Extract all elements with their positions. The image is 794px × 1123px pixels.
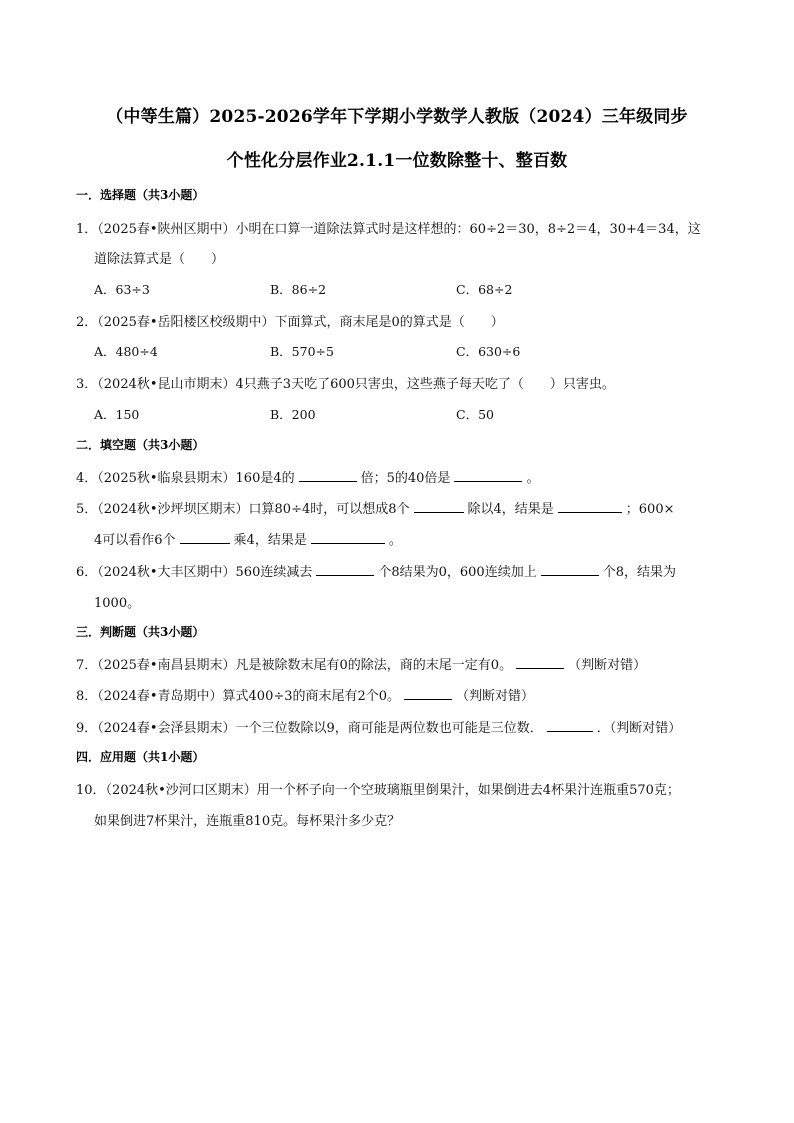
q7-part-2: （判断对错） bbox=[568, 658, 647, 673]
q5-blank-3[interactable] bbox=[180, 530, 230, 544]
q9-part-1: 9．（2024春•会泽县期末）一个三位数除以9，商可能是两位数也可能是三位数． bbox=[76, 721, 543, 736]
q8-line bbox=[76, 685, 754, 704]
q1-text-line2: 道除法算式是（ ） bbox=[94, 252, 225, 267]
q8-part-2: （判断对错） bbox=[456, 689, 535, 704]
q9-blank[interactable] bbox=[547, 718, 593, 732]
section-choice-heading: 一．选择题（共3小题） bbox=[76, 188, 205, 202]
q2-option-b: B．570÷5 bbox=[270, 344, 334, 359]
q4-blank-1[interactable] bbox=[299, 468, 357, 482]
q5-part-4: 4可以看作6个 bbox=[94, 533, 176, 548]
q6-line-2: 1000。 bbox=[94, 596, 141, 611]
q3-text: 3．（2024秋•昆山市期末）4只燕子3天吃了600只害虫，这些燕子每天吃了（ ）只害虫。 bbox=[76, 377, 615, 392]
q9-line bbox=[76, 717, 754, 736]
title-line-2: 个性化分层作业2.1.1一位数除整十、整百数 bbox=[226, 151, 568, 171]
q1-option-a: A．63÷3 bbox=[94, 282, 150, 297]
title-line-1: （中等生篇）2025-2026学年下学期小学数学人教版（2024）三年级同步 bbox=[106, 107, 688, 127]
q5-blank-4[interactable] bbox=[311, 530, 385, 544]
q4-part-3: 。 bbox=[526, 471, 540, 486]
q9-part-2: ．（判断对错） bbox=[596, 721, 682, 736]
q5-blank-1[interactable] bbox=[414, 499, 464, 513]
q4-part-2: 倍；5的40倍是 bbox=[360, 471, 451, 486]
q5-part-3: ；600× bbox=[625, 502, 675, 517]
q5-part-6: 。 bbox=[388, 533, 402, 548]
q5-part-5: 乘4，结果是 bbox=[233, 533, 307, 548]
q7-blank[interactable] bbox=[516, 655, 564, 669]
q10-text-line2: 如果倒进7杯果汁，连瓶重810克。每杯果汁多少克？ bbox=[94, 814, 401, 829]
q6-part-3: 个8，结果为 bbox=[602, 565, 676, 580]
q6-part-1: 6．（2024秋•大丰区期中）560连续减去 bbox=[76, 565, 313, 580]
q4-part-1: 4．（2025秋•临泉县期末）160是4的 bbox=[76, 471, 295, 486]
q4-line bbox=[76, 467, 754, 486]
q5-part-1: 5．（2024秋•沙坪坝区期末）口算80÷4时，可以想成8个 bbox=[76, 502, 410, 517]
q3-option-b: B．200 bbox=[270, 407, 316, 422]
q6-blank-2[interactable] bbox=[541, 562, 599, 576]
q10-text-line1: 10．（2024秋•沙河口区期末）用一个杯子向一个空玻璃瓶里倒果汁，如果倒进去4杯果汁连瓶重570克； bbox=[76, 783, 680, 798]
q5-part-2: 除以4，结果是 bbox=[467, 502, 554, 517]
q1-option-c: C．68÷2 bbox=[456, 282, 513, 297]
section-judge-heading: 三．判断题（共3小题） bbox=[76, 625, 205, 639]
q4-blank-2[interactable] bbox=[454, 468, 522, 482]
q5-line-2 bbox=[94, 529, 754, 548]
section-fill-heading: 二．填空题（共3小题） bbox=[76, 438, 205, 452]
q6-line-1 bbox=[76, 561, 754, 580]
q2-option-a: A．480÷4 bbox=[94, 344, 158, 359]
q6-blank-1[interactable] bbox=[316, 562, 374, 576]
q1-option-b: B．86÷2 bbox=[270, 282, 327, 297]
q7-line bbox=[76, 654, 754, 673]
q2-text: 2．（2025春•岳阳楼区校级期中）下面算式，商末尾是0的算式是（ ） bbox=[76, 315, 504, 330]
q6-part-2: 个8结果为0，600连续加上 bbox=[378, 565, 537, 580]
q3-option-a: A．150 bbox=[94, 407, 140, 422]
q5-blank-2[interactable] bbox=[558, 499, 622, 513]
q8-part-1: 8．（2024春•青岛期中）算式400÷3的商末尾有2个0。 bbox=[76, 689, 401, 704]
q8-blank[interactable] bbox=[404, 686, 452, 700]
q1-text-line1: 1．（2025春•陕州区期中）小明在口算一道除法算式时是这样想的：60÷2＝30，8÷2＝4，30+4＝34，这 bbox=[76, 222, 701, 237]
q2-option-c: C．630÷6 bbox=[456, 344, 521, 359]
q7-part-1: 7．（2025春•南昌县期末）凡是被除数末尾有0的除法，商的末尾一定有0。 bbox=[76, 658, 513, 673]
q5-line-1 bbox=[76, 498, 754, 517]
q3-option-c: C．50 bbox=[456, 407, 494, 422]
section-application-heading: 四．应用题（共1小题） bbox=[76, 750, 205, 764]
